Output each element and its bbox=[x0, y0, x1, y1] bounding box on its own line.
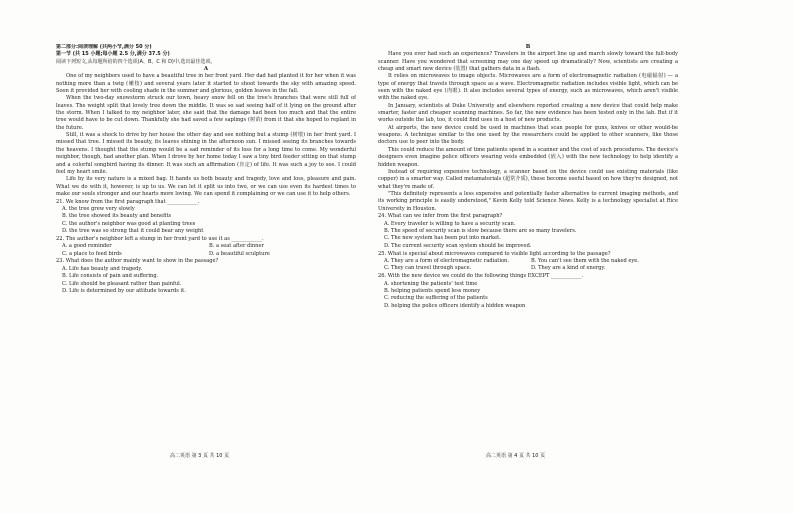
passage-b-paragraph: Have you ever had such an experience? Travelers in the airport line up and march slowly toward the full-body scanner. Have you wondered that screening may one day speed up dramatically? Now, scientists are creating a cheap and smart new device (装置) that gathers data in a flash. bbox=[378, 51, 678, 73]
question-26-option-a: A. shortening the patients' test time bbox=[384, 280, 478, 287]
question-22-options-row-2 bbox=[56, 251, 356, 258]
question-21-option-d: D. the tree was so strong that it could bear any weight bbox=[62, 228, 204, 235]
passage-a-paragraph: Still, it was a shock to drive by her house the other day and see nothing but a stump (树墩) in her front yard. I missed that tree. I missed its beauty, its leaves shining in the afternoon sun. I missed seeing its branches towards the heavens. I thought that the stump would be a sad reminder of its loss for a long time to come. My wonderful neighbor, though, had another plan. When I drove by her home today I saw a tiny bird feeder sitting on that stump and a colorful songbird having its dinner. It was such an affirmation (肯定) of life. It was such a joy to see. I could feel my heart smile. bbox=[56, 132, 356, 175]
question-23-option-a: A. Life has beauty and tragedy. bbox=[62, 265, 143, 272]
section-title: 第二部分:阅读理解 (共两小节,满分 50 分) bbox=[56, 44, 152, 50]
subsection-title: 第一节 (共 15 小题;每小题 2.5 分,满分 37.5 分) bbox=[56, 51, 170, 58]
instructions: 阅读下列短文,从每题所给的四个选项(A、B、C 和 D)中,选出最佳选项。 bbox=[56, 58, 216, 65]
passage-b-paragraph: At airports, the new device could be used in machines that scan people for guns, knives or other would-be weapons. A technique similar to the one used by the researchers could be applied to other scanners, like those doctors use to peer into the body. bbox=[378, 124, 678, 146]
question-21-option-c: C. the author's neighbor was good at planting trees bbox=[62, 220, 196, 227]
question-23-option-d: D. Life is determined by our attitude towards it. bbox=[62, 287, 186, 294]
question-21-option-a: A. the tree grew very slowly bbox=[62, 206, 135, 213]
passage-b-paragraph: This could reduce the amount of time patients spend in a scanner and the cost of such procedures. The device's designers even imagine police officers wearing vests embedded (嵌入) with the new technology to help identify a hidden weapon. bbox=[378, 146, 678, 168]
question-21-option-b: B. the tree showed its beauty and benefits bbox=[62, 213, 172, 220]
passage-a-paragraph: One of my neighbors used to have a beautiful tree in her front yard. Her dad had planted it for her when it was nothing more than a twig (嫩枝) and several years later it started to shoot towards the sky with amazing speed. Soon it provided her with cooling shade in the summer and glorious, golden leaves in the fall. bbox=[56, 73, 356, 95]
question-25-option-d: D. They are a kind of energy. bbox=[531, 265, 606, 272]
passage-b-paragraph: "This definitely represents a less expensive and potentially faster alternative to current imaging methods, and its working principle is easily understood," Kevin Kelly told Science News. Kelly is a technology specialist at Rice University in Houston. bbox=[378, 190, 678, 212]
question-25-option-a: A. They are a form of electromagnetic radiation. bbox=[384, 257, 509, 264]
passage-a-paragraph: Life by its very nature is a mixed bag. It hands us both beauty and tragedy, love and loss, pleasure and pain. What we do with it, however, is up to us. We can let it split us into two, or we can use even its hardest times to make our souls stronger and our hearts more loving. We can spend it complaining or we can use it to help others. bbox=[56, 176, 356, 197]
question-23-option-b: B. Life consists of pain and suffering. bbox=[62, 273, 159, 280]
question-24-stem: 24. What can we infer from the first paragraph? bbox=[378, 213, 503, 220]
question-22-options-row-1 bbox=[56, 243, 356, 250]
question-26-option-b: B. helping patients spend less money bbox=[384, 287, 481, 294]
passage-b-paragraph: Instead of requiring expensive technology, a scanner based on the device could use existing materials (like copper) in a smarter way. Called metamaterials (超常介质), these become useful based on how they're designed, not what they're made of. bbox=[378, 168, 678, 190]
passage-a-paragraph: When the two-day snowstorm struck our town, heavy snow fell on the tree's branches that were still full of leaves. The weight split that lovely tree down the middle. It was so sad seeing half of it lying on the ground after the storm. When I talked to my neighbor later, she said that the damage had been too much and that the entire tree would have to be cut down. Thankfully she had saved a few saplings (树苗) from it that she hoped to replant in the future. bbox=[56, 95, 356, 131]
question-26-option-c: C. reducing the suffering of the patients bbox=[384, 295, 488, 302]
question-26-stem: 26. With the new device we could do the following things EXCEPT ____________. bbox=[378, 273, 584, 280]
question-24-option-a: A. Every traveler is willing to have a security scan. bbox=[384, 220, 516, 227]
passage-b-paragraph: In January, scientists at Duke University and elsewhere reported creating a new device that could help make smarter, faster and cheaper scanning machines. So far, the new evidence has been tested only in the lab. But if it works outside the lab, too, it could find uses in a host of new products. bbox=[378, 102, 678, 124]
question-24-option-c: C. The new system has been put into market. bbox=[384, 235, 501, 242]
question-23-option-c: C. Life should be pleasant rather than painful. bbox=[62, 280, 182, 287]
question-26-option-d: D. helping the police officers identify a hidden weapon bbox=[384, 302, 526, 309]
question-25-options-row-2 bbox=[378, 265, 678, 272]
passage-b-paragraph: It relies on microwaves to image objects. Microwaves are a form of electromagnetic radiation (电磁辐射) — a type of energy that travels through space as a wave. Electromagnetic radiation includes visible light, which can be seen with the naked eye (肉眼). It also includes several types of energy, such as microwaves, which aren't visible with the naked eye. bbox=[378, 73, 678, 102]
question-24-option-d: D. The current security scan system should be improved. bbox=[384, 242, 532, 249]
question-22-stem: 22. The author's neighbor left a stump in her front yard to use it as ____________. bbox=[56, 235, 264, 242]
right-page bbox=[378, 44, 678, 510]
left-page-footer: 高二英语 第 3 页 共 10 页 bbox=[170, 453, 230, 459]
question-25-option-c: C. They can travel through space. bbox=[384, 265, 472, 272]
question-21-stem: 21. We know from the first paragraph that ____________. bbox=[56, 198, 200, 205]
question-23-stem: 23. What does the author mainly want to show in the passage? bbox=[56, 258, 219, 265]
question-24-option-b: B. The speed of security scan is slow because there are so many travelers. bbox=[384, 228, 577, 235]
passage-letter-b: B bbox=[525, 44, 531, 50]
question-22-option-c: C. a place to feed birds bbox=[62, 250, 122, 257]
passage-letter-a: A bbox=[203, 66, 209, 73]
question-25-options-row-1 bbox=[378, 258, 678, 265]
question-25-option-b: B. You can't see them with the naked eye. bbox=[531, 257, 639, 264]
question-25-stem: 25. What is special about microwaves compared to visible light according to the passage? bbox=[378, 250, 611, 257]
question-22-option-d: D. a beautiful sculpture bbox=[209, 250, 270, 257]
right-page-footer: 高二英语 第 4 页 共 10 页 bbox=[486, 453, 546, 459]
question-22-option-a: A. a good reminder bbox=[62, 243, 112, 250]
question-22-option-b: B. a seat after dinner bbox=[209, 243, 264, 250]
left-page bbox=[56, 44, 356, 510]
